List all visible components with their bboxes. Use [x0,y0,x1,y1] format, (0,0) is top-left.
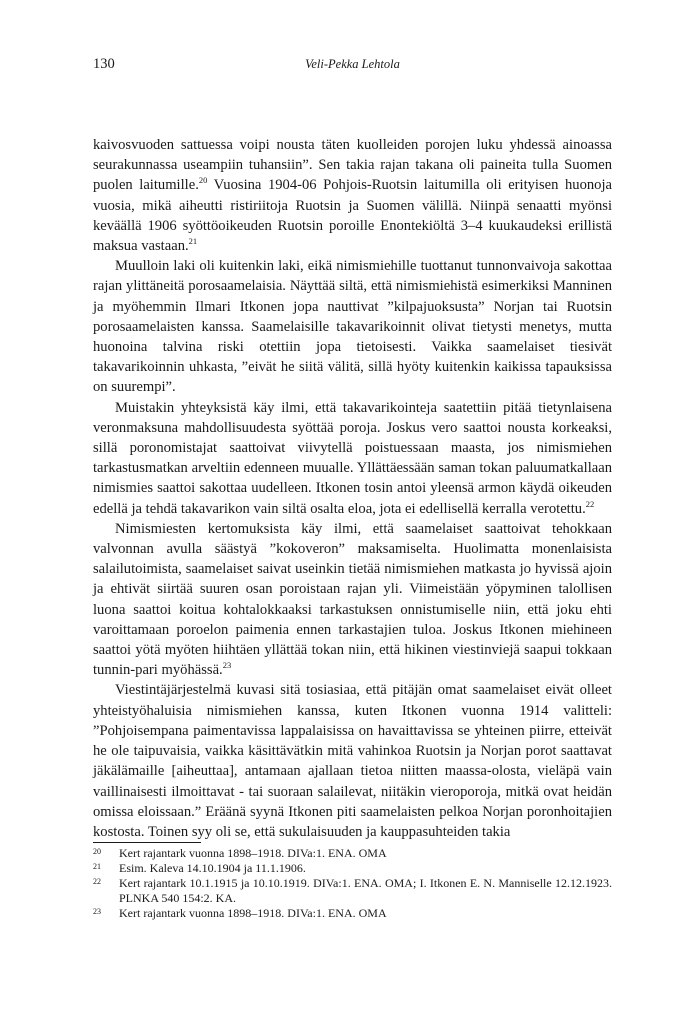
paragraph-text: Muulloin laki oli kuitenkin laki, eikä nimismiehille tuottanut tunnonvaivoja sakottaa rajan ylittäneitä porosaamelaisia. Näyttää siltä, että nimismiehistä esimerkiksi Manninen ja myöhemmin Ilmari Itkonen jopa nauttivat ”kilpajuoksusta” Norjan tai Ruotsin porosaamelaisten kanssa. Saamelaisille takavarikoinnit olivat tietysti menetys, mutta huonoina talvina riski otettiin jopa tietoisesti. Vaikka saamelaiset tiesivät takavarikoinnin uhkasta, ”eivät he siitä välitä, sillä hyöty kuitenkin kaikissa tapauksissa on suurempi”. [93,258,612,396]
body-text [93,135,612,842]
footnote [93,906,612,921]
paragraph [93,398,612,519]
footnote-number: 21 [93,862,101,871]
footnote-number: 22 [93,877,101,886]
footnote-number: 20 [93,847,101,856]
paragraph-text: Vuosina 1904-06 Pohjois-Ruotsin laitumilla oli erityisen huonoja vuosia, mikä aiheutti ristiriitoja Ruotsin ja Suomen välillä. Niinpä senaatti myönsi keväällä 1906 syöttöoikeuden Ruotsin poroille Enontekiöltä 3–4 kuukaudeksi erillistä maksua vastaan. [93,177,613,255]
footnote-divider [93,842,201,843]
paragraph-text: Viestintäjärjestelmä kuvasi sitä tosiasiaa, että pitäjän omat saamelaiset eivät olleet yhteistyöhaluisia nimismiehen kanssa, kuten Itkonen vuonna 1914 valitteli: ”Pohjoisempana paimentavissa lappalaisissa on havaittavissa se yhteinen piirre, etteivät he ole taipuvaisia, vaikka käsittävätkin mitä vahinkoa Ruotsin ja Norjan porot saattavat jäkälämaille [aiheuttaa], antamaan ajallaan tietoa niitten maassa-olosta, vieläpä vain vaillinaisesti ilmoittavat - tai suoraan salailevat, niitäkin vieroporoja, mitkä ovat heidän omissa eloissaan.” Eräänä syynä Itkonen piti saamelaisten pelkoa Norjan poronhoitajien kostosta. Toinen syy oli se, että sukulaisuuden ja kauppasuhteiden takia [93,682,612,840]
footnotes [93,846,612,921]
footnote-reference[interactable]: 20 [198,175,208,186]
paragraph-text: kaivosvuoden sattuessa voipi nousta täten kuolleiden porojen luku yhdessä ainoassa seurakunnassa useampiin tuhansiin”. Sen takia rajan takana oli paineita tulla Suomen puolen laitumille. [93,137,612,194]
footnote [93,846,612,861]
footnote-text: Kert rajantark vuonna 1898–1918. DIVa:1. ENA. OMA [119,906,387,920]
paragraph [93,680,612,842]
footnote-number: 23 [93,907,101,916]
footnote-text: Kert rajantark 10.1.1915 ja 10.10.1919. DIVa:1. ENA. OMA; I. Itkonen E. N. Manniselle 12.12.1923. PLNKA 540 154:2. KA. [119,876,612,905]
paragraph [93,519,612,681]
page-header [93,56,612,76]
footnote-reference[interactable]: 22 [585,498,595,509]
footnote [93,861,612,876]
footnote-reference[interactable]: 23 [222,660,232,671]
paragraph [93,256,612,397]
footnote-reference[interactable]: 21 [188,236,198,247]
footnote-text: Esim. Kaleva 14.10.1904 ja 11.1.1906. [119,861,306,875]
running-head: Veli-Pekka Lehtola [305,57,400,71]
page-number: 130 [93,56,115,72]
paragraph [93,135,612,256]
footnote [93,876,612,906]
footnote-text: Kert rajantark vuonna 1898–1918. DIVa:1. ENA. OMA [119,846,387,860]
paragraph-text: Nimismiesten kertomuksista käy ilmi, että saamelaiset saattoivat tehokkaan valvonnan avulla säästyä ”kokoveron” maksamiselta. Huolimatta monenlaisista salailutoimista, saamelaiset saivat useinkin tietää nimismiehen matkasta jo hyvissä ajoin ja ehtivät siirtää suuren osan poroistaan rajan yli. Viimeistään yöpyminen talollisen luona saattoi koitua kohtalokkaaksi tarkastuksen onnistumiselle niin, että joku ehti varoittamaan poroelon paimenia ennen tarkastajien tuloa. Joskus Itkonen miehineen saattoi yötä myöten hiihtäen yllättää tokan niin, että hikinen viestinviejä saapui tokkaan tunnin-pari myöhässä. [93,520,612,679]
paragraph-text: Muistakin yhteyksistä käy ilmi, että takavarikointeja saatettiin pitää tietynlaisena veronmaksuna mahdollisuudesta syöttää poroja. Joskus vero saattoi nousta korkeaksi, sillä poronomistajat saattoivat viivytellä poistuessaan maasta, jos nimismiehen tarkastusmatkan arveltiin edenneen muualle. Yllättäessään saman tokan paluumatkallaan nimismies saattoi sakottaa uudelleen. Itkonen tosin antoi yleensä armon käydä oikeuden edellä ja tehdä takavarikon vain siltä osalta eloa, jota ei edellisellä kerralla verotettu. [93,399,612,517]
